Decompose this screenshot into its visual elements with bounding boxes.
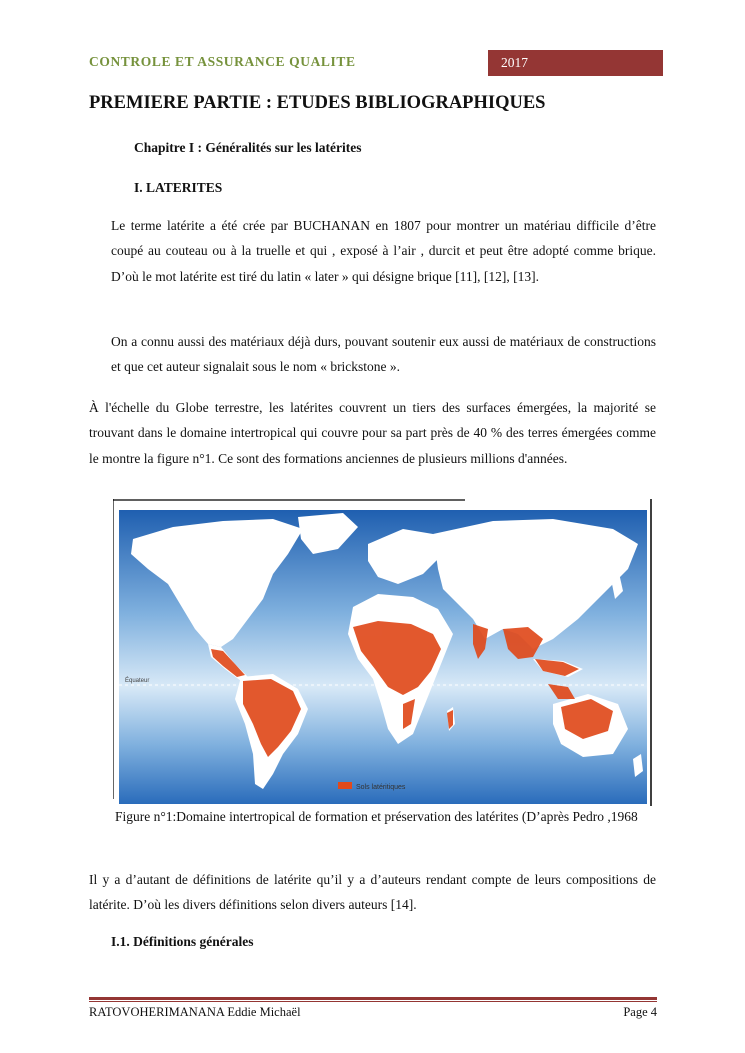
footer-rule-thick (89, 997, 657, 1000)
figure-caption: Figure n°1:Domaine intertropical de formation et préservation des latérites (D’après Pedro ,1968 (115, 809, 638, 824)
paragraph-1: Le terme latérite a été crée par BUCHANAN en 1807 pour montrer un matériau difficile d’être coupé au couteau ou à la truelle et qui , exposé à l’air , durcit et peut être adopté comme brique. D’où le mot latérite est tiré du latin « later » qui désigne brique [11], [12], [13]. (111, 218, 656, 284)
section-heading: I. LATERITES (134, 180, 223, 195)
part-title: PREMIERE PARTIE : ETUDES BIBLIOGRAPHIQUES (89, 93, 546, 113)
laterite-world-map-figure (113, 499, 653, 806)
equator-label: Équateur (125, 678, 150, 684)
legend-label: Sols latéritiques (356, 784, 406, 791)
paragraph-3: À l'échelle du Globe terrestre, les latérites couvrent un tiers des surfaces émergées, la majorité se trouvant dans le domaine intertropical qui couvre pour sa part près de 40 % des terres émergées comme le montre la figure n°1. Ce sont des formations anciennes de plusieurs millions d'années. (89, 400, 656, 466)
footer-page-number: Page 4 (623, 1005, 657, 1019)
legend-swatch (338, 782, 352, 789)
paragraph-4: Il y a d’autant de définitions de latérite qu’il y a d’auteurs rendant compte de leurs compositions de latérite. D’où les divers définitions selon divers auteurs [14]. (89, 872, 656, 913)
subsection-heading: I.1. Définitions générales (111, 934, 254, 949)
footer-rule-thin (89, 1001, 657, 1002)
world-map-image (113, 499, 653, 806)
chapter-heading: Chapitre I : Généralités sur les latérites (134, 140, 362, 155)
paragraph-2: On a connu aussi des matériaux déjà durs, pouvant soutenir eux aussi de matériaux de constructions et que cet auteur signalait sous le nom « brickstone ». (111, 334, 656, 375)
header-year-badge: 2017 (488, 50, 663, 76)
header-title: CONTROLE ET ASSURANCE QUALITE (89, 54, 356, 69)
footer-author: RATOVOHERIMANANA Eddie Michaël (89, 1005, 301, 1019)
